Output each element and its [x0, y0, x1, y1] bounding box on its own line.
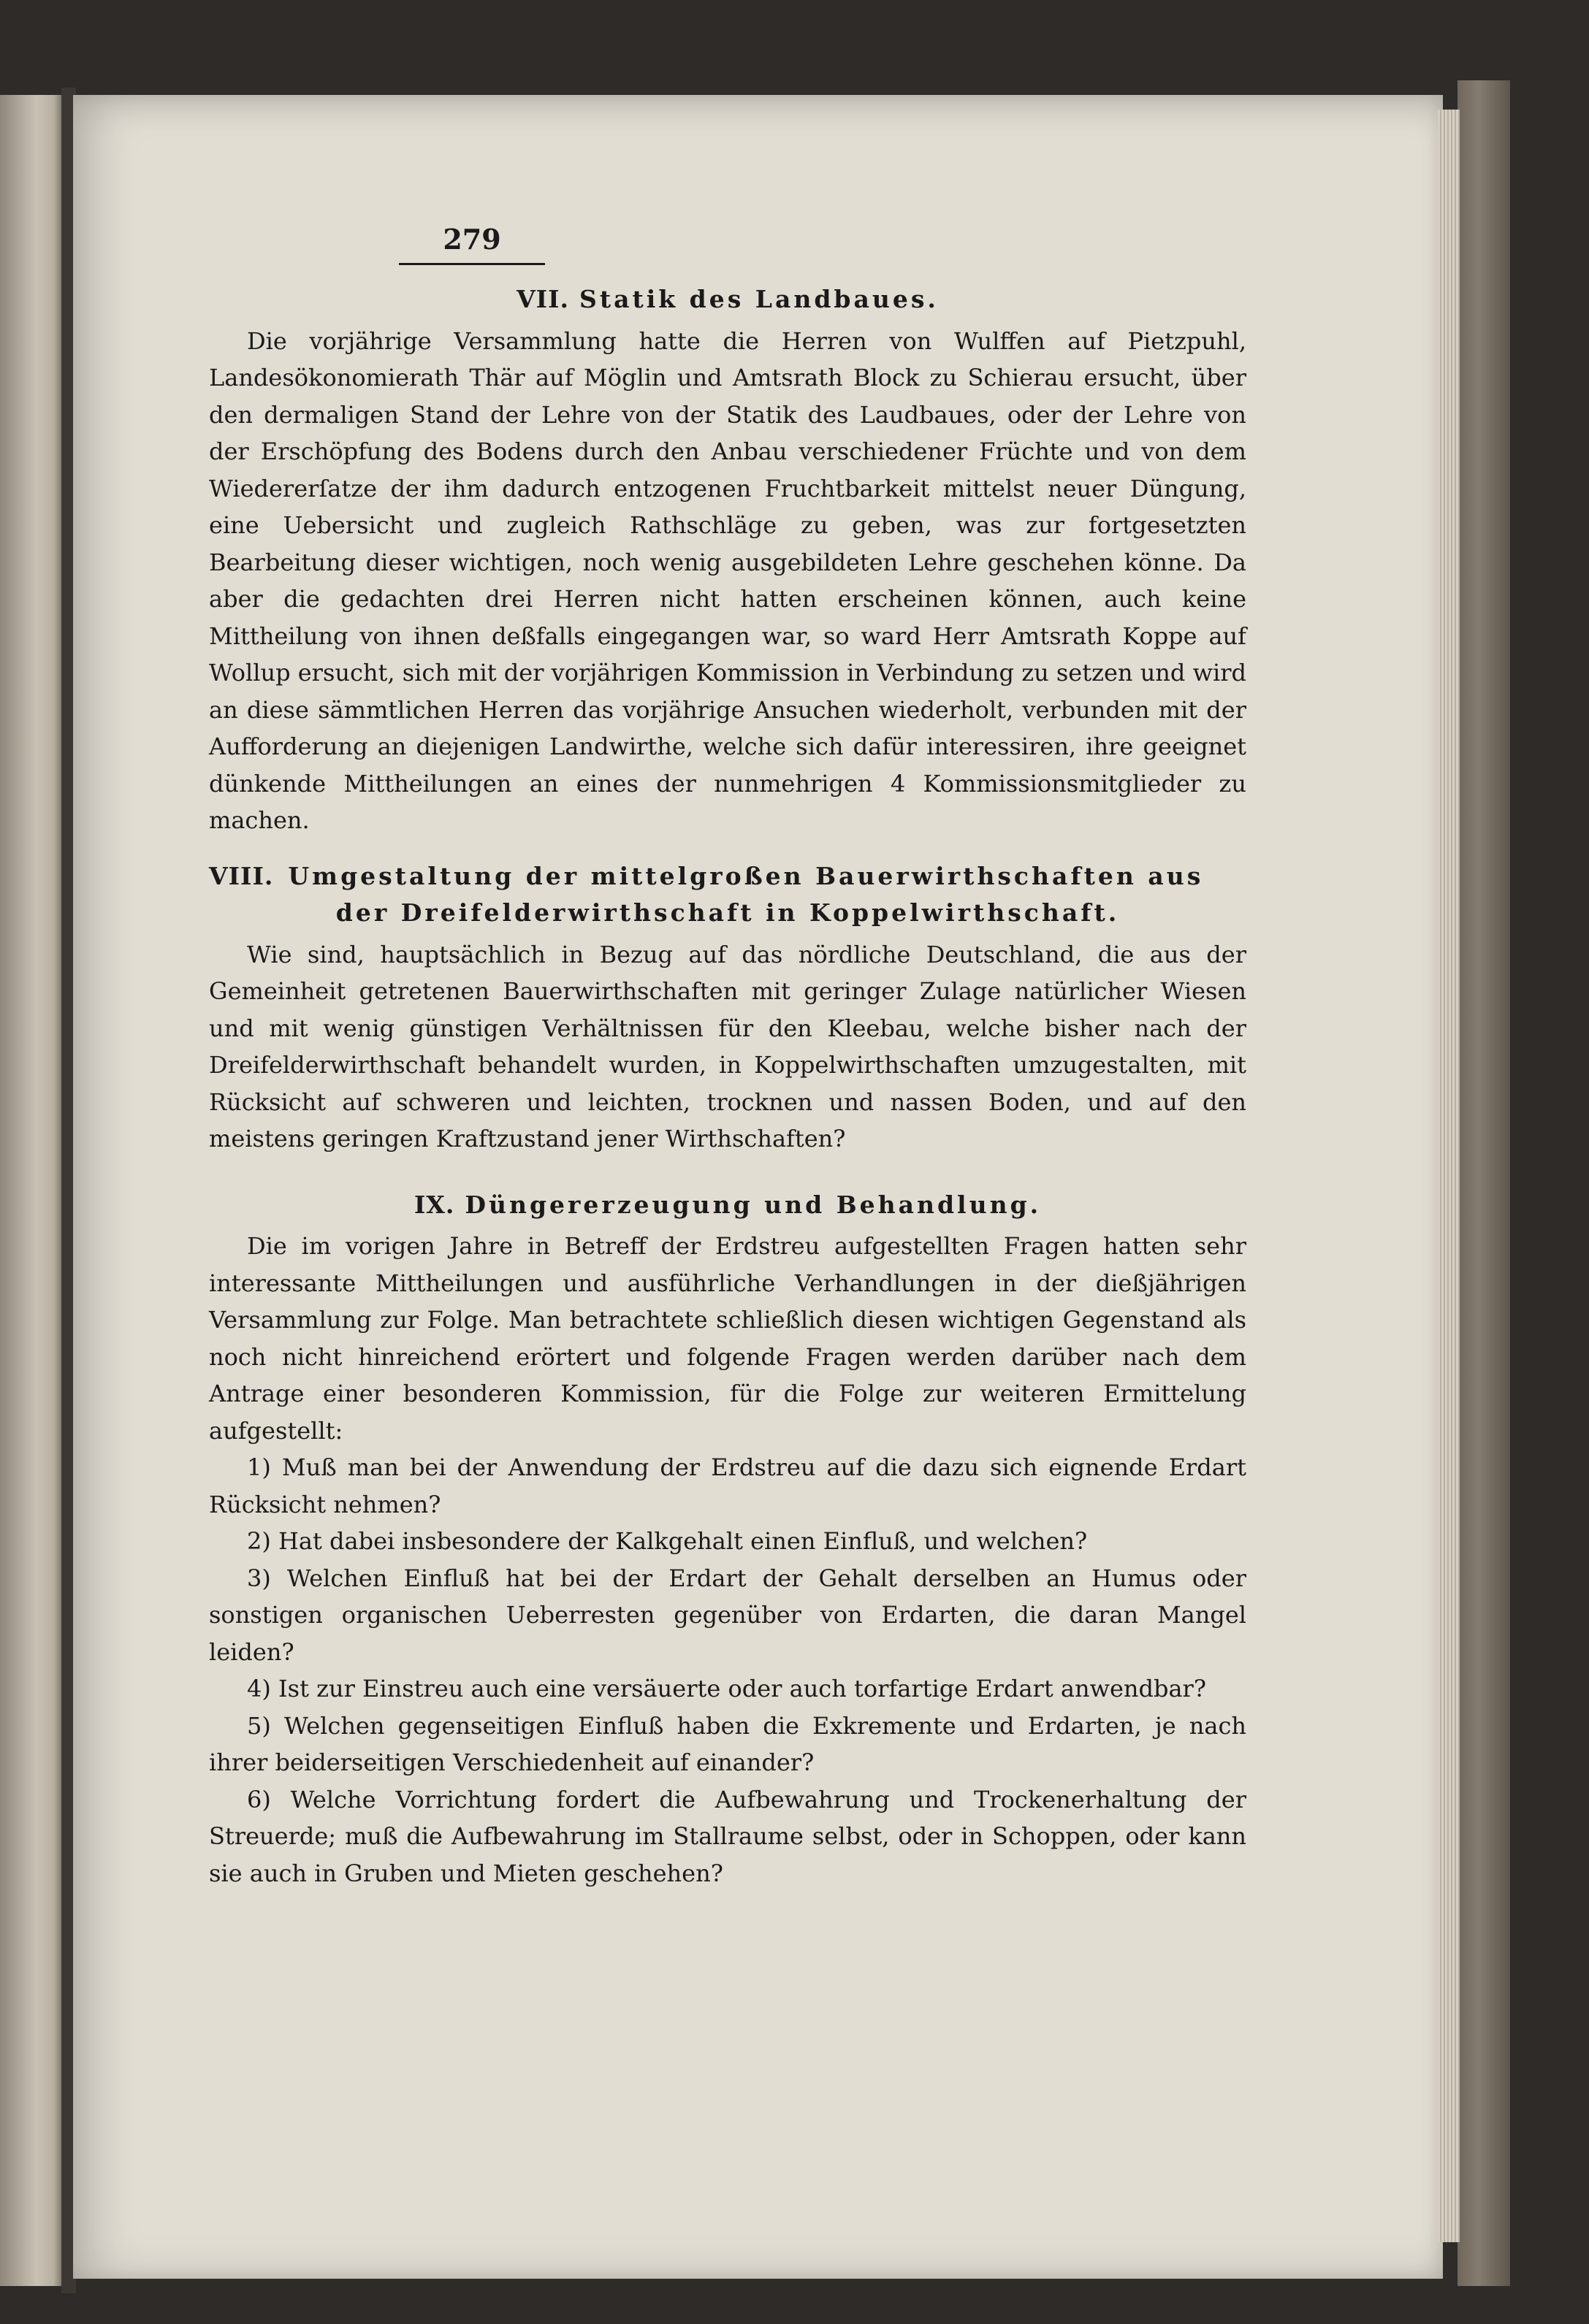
list-item: 1) Muß man bei der Anwendung der Erdstreu auf die dazu sich eignende Erdart Rücksicht nehmen? [209, 1453, 1246, 1518]
section-title: Statik des Landbaues. [579, 285, 939, 313]
section-paragraph: Die im vorigen Jahre in Betreff der Erdstreu aufgestellten Fragen hatten sehr interessante Mittheilungen und ausführliche Verhandlungen in der dießjährigen Versammlung zur Folge. Man betrachtete schließlich diesen wichtigen Gegenstand als noch nicht hinreichend erörtert und folgende Fragen werden darüber nach dem Antrage einer besonderen Kommission, für die Folge zur weiteren Ermittelung aufgestellt: [209, 1232, 1246, 1445]
section-title-line-1: Umgestaltung der mittelgroßen Bauerwirthschaften aus [288, 861, 1204, 890]
section-paragraph: Die vorjährige Versammlung hatte die Herren von Wulffen auf Pietzpuhl, Landesökonomierath Thär auf Möglin und Amtsrath Block zu Schierau ersucht, über den dermaligen Stand der Lehre von der Statik des Laudbaues, oder der Lehre von der Erschöpfung des Bodens durch den Anbau verschiedener Früchte und von dem Wiedererſatze der ihm dadurch entzogenen Fruchtbarkeit mittelst neuer Düngung, eine Uebersicht und zugleich Rathschläge zu geben, was zur fortgesetzten Bearbeitung dieser wichtigen, noch wenig ausgebildeten Lehre geschehen könne. Da aber die gedachten drei Herren nicht hatten erscheinen können, auch keine Mittheilung von ihnen deßfalls eingegangen war, so ward Herr Amtsrath Koppe auf Wollup ersucht, sich mit der vorjährigen Kommission in Verbindung zu setzen und wird an diese sämmtlichen Herren das vorjährige Ansuchen wiederholt, verbunden mit der Aufforderung an diejenigen Landwirthe, welche sich dafür interessiren, ihre geeignet dünkende Mittheilungen an eines der nunmehrigen 4 Kommissionsmitglieder zu machen. [209, 326, 1246, 834]
book-cover-edge [1457, 80, 1510, 2286]
section-title-line-2: der Dreifelderwirthschaft in Koppelwirthschaft. [335, 898, 1120, 927]
facing-page-edge [0, 95, 67, 2286]
section-heading-viii [209, 858, 1246, 932]
section-heading-vii [209, 281, 1246, 318]
question-list [209, 1449, 1246, 1892]
page-stack-edge [1438, 110, 1460, 2242]
list-item: 3) Welchen Einfluß hat bei der Erdart der Gehalt derselben an Humus oder sonstigen organischen Ueberresten gegenüber von Erdarten, die daran Mangel leiden? [209, 1564, 1246, 1666]
list-item: 2) Hat dabei insbesondere der Kalkgehalt einen Einfluß, und welchen? [247, 1527, 1088, 1555]
page-number: 279 [399, 219, 545, 265]
list-item: 5) Welchen gegenseitigen Einfluß haben die Exkremente und Erdarten, je nach ihrer beiderseitigen Verschiedenheit auf einander? [209, 1711, 1246, 1776]
list-item: 4) Ist zur Einstreu auch eine versäuerte oder auch torfartige Erdart anwendbar? [247, 1675, 1206, 1702]
page-content [209, 219, 1246, 1892]
section-number: VII. [517, 285, 570, 313]
section-number: VIII. [209, 861, 274, 890]
section-paragraph: Wie sind, hauptsächlich in Bezug auf das nördliche Deutschland, die aus der Gemeinheit getretenen Bauerwirthschaften mit geringer Zulage natürlicher Wiesen und mit wenig günstigen Verhältnissen für den Kleebau, welche bisher nach der Dreifelderwirthschaft behandelt wurden, in Koppelwirthschaften umzugestalten, mit Rücksicht auf schweren und leichten, trocknen und nassen Boden, und auf den meistens geringen Kraftzustand jener Wirthschaften? [209, 940, 1246, 1153]
list-item: 6) Welche Vorrichtung fordert die Aufbewahrung und Trockenerhaltung der Streuerde; muß die Aufbewahrung im Stallraume selbst, oder in Schoppen, oder kann sie auch in Gruben und Mieten geschehen? [209, 1785, 1246, 1887]
section-number: IX. [414, 1190, 455, 1219]
section-title: Düngererzeugung und Behandlung. [465, 1190, 1042, 1219]
section-heading-ix [209, 1187, 1246, 1224]
